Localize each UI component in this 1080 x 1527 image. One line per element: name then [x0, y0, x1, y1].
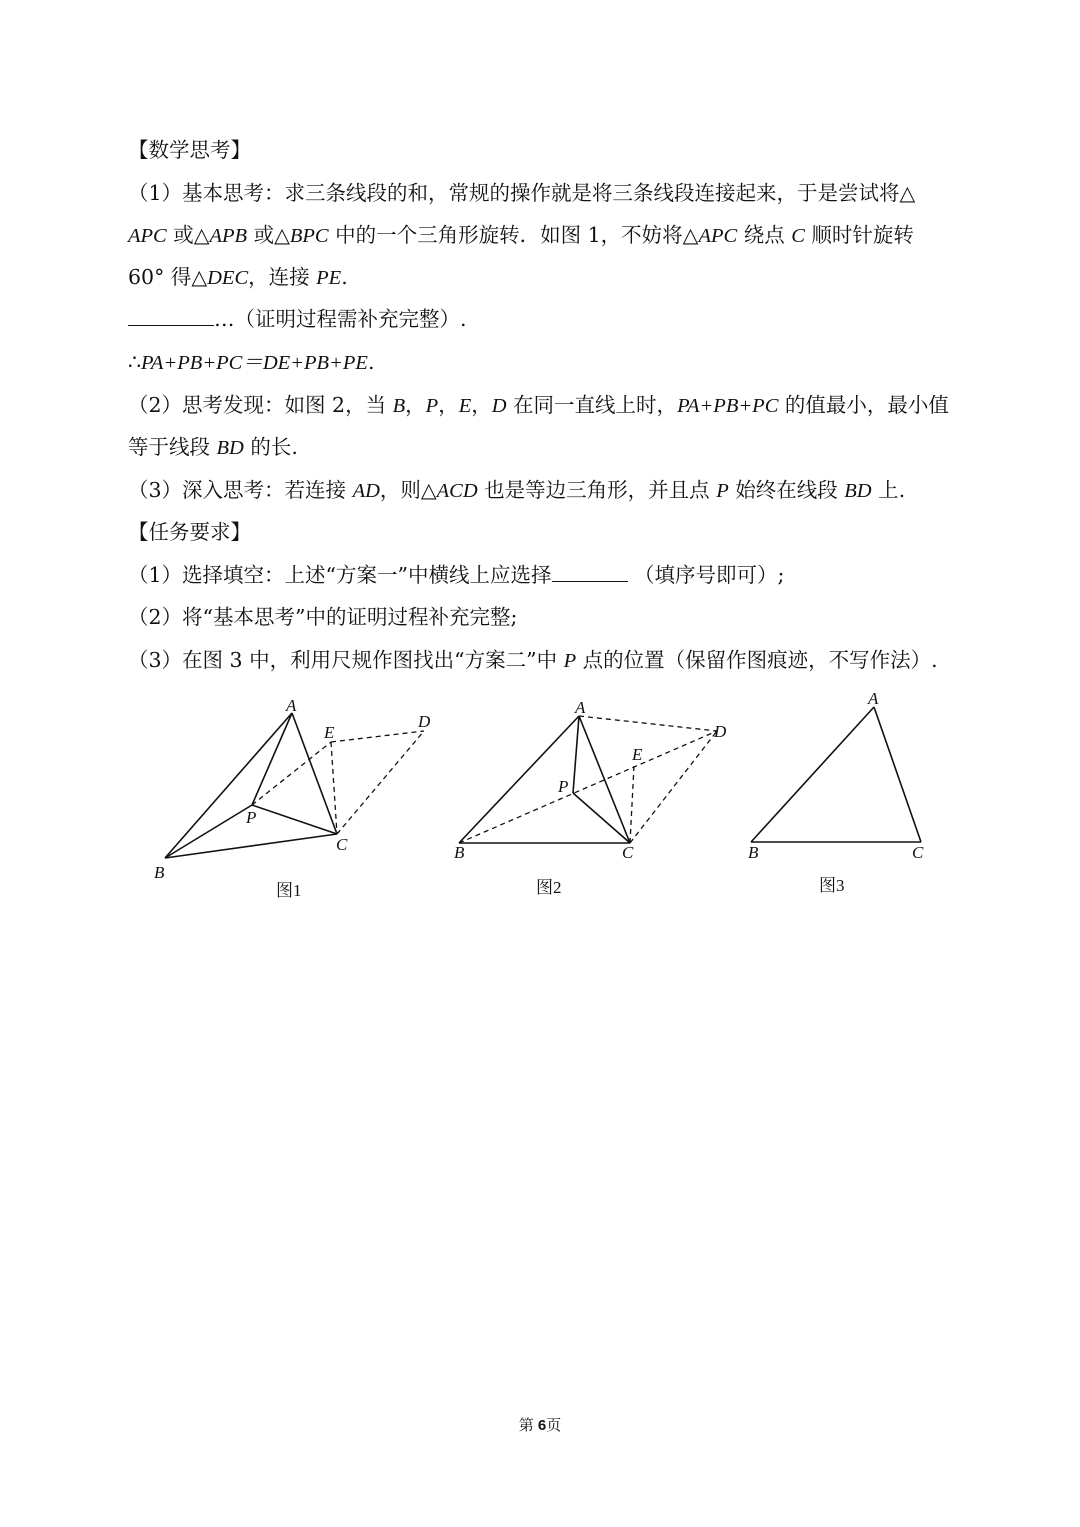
text: ，则△: [379, 478, 437, 502]
point-label-P: P: [246, 808, 257, 827]
figure-1-diagram: [140, 690, 450, 890]
text: 等于线段: [128, 435, 217, 459]
text: 绕点: [737, 223, 792, 247]
segment-BC: [165, 834, 337, 858]
task-item-2: （2）将“基本思考”中的证明过程补充完整;: [128, 605, 518, 629]
text: 的长.: [243, 435, 298, 459]
page-suffix: 页: [546, 1417, 562, 1434]
text: .: [367, 350, 375, 374]
point-label-D: D: [418, 712, 431, 731]
math-text: B: [392, 395, 406, 417]
math-text: BPC: [289, 225, 329, 247]
text: …（证明过程需补充完整）.: [214, 307, 467, 331]
paragraph-conclusion: [128, 347, 374, 378]
figure-3-diagram: [740, 685, 940, 865]
math-text: PA+PB+PC: [677, 395, 779, 417]
math-text: P: [716, 480, 729, 502]
point-label-P: P: [558, 777, 569, 796]
math-text: D: [491, 395, 507, 417]
paragraph-basic-thinking-line1: （1）基本思考：求三条线段的和，常规的操作就是将三条线段连接起来，于是尝试将△: [128, 181, 916, 205]
text: 在同一直线上时，: [506, 393, 678, 417]
point-label-B: B: [154, 863, 165, 882]
point-label-C: C: [336, 835, 348, 854]
point-label-D: D: [714, 722, 727, 741]
math-text: P: [425, 395, 439, 417]
point-label-B: B: [454, 843, 465, 862]
segment-CD: [630, 731, 717, 843]
point-label-A: A: [575, 698, 586, 717]
point-label-E: E: [324, 723, 335, 742]
text: 60° 得△: [128, 265, 208, 289]
segment-BP: [165, 805, 252, 858]
segment-PC: [573, 793, 630, 843]
section-heading-task-requirements: 【任务要求】: [128, 520, 251, 544]
figure-1-caption: 图1: [276, 881, 302, 900]
text: ，: [438, 393, 459, 417]
text: （填序号即可）;: [627, 563, 785, 587]
text: （1）选择填空：上述“方案一”中横线上应选择: [128, 563, 552, 587]
text: 也是等边三角形，并且点: [477, 478, 717, 502]
text: 的值最小，最小值: [778, 393, 949, 417]
point-label-A: A: [286, 696, 297, 715]
segment-ED: [331, 731, 424, 742]
segment-PE: [252, 742, 331, 805]
segment-AP: [252, 713, 292, 805]
text: 或△: [247, 223, 290, 247]
point-label-C: C: [622, 843, 634, 862]
math-text: C: [791, 225, 805, 247]
math-text: APB: [209, 225, 248, 247]
segment-CD: [337, 731, 424, 834]
segment-AB: [751, 707, 874, 842]
task-item-1: [128, 560, 784, 590]
segment-BD: [459, 731, 717, 843]
math-text: E: [458, 395, 472, 417]
text: ，: [471, 393, 492, 417]
math-text: P: [563, 650, 577, 672]
text: 中的一个三角形旋转．如图 1，不妨将△: [328, 223, 699, 247]
text: .: [341, 265, 348, 289]
text: 点的位置（保留作图痕迹，不写作法）.: [576, 648, 938, 672]
segment-AC: [579, 716, 630, 843]
text: 顺时针旋转: [804, 223, 914, 247]
math-text: DEC: [207, 267, 249, 289]
text: ∴: [128, 350, 142, 374]
task-item-3: [128, 645, 938, 676]
figure-2-caption: 图2: [536, 878, 562, 897]
section-heading-math-thinking: 【数学思考】: [128, 138, 251, 162]
segment-CP: [252, 805, 337, 834]
paragraph-discovery-line2: [128, 432, 298, 463]
answer-blank-proof[interactable]: [128, 307, 214, 326]
math-text: PE: [316, 267, 342, 289]
math-text: APC: [698, 225, 738, 247]
math-text: BD: [844, 480, 872, 502]
paragraph-basic-thinking-line2: [128, 220, 914, 251]
math-text: ACD: [436, 480, 478, 502]
paragraph-proof-placeholder: [128, 304, 467, 334]
answer-blank-choice[interactable]: [552, 563, 628, 582]
math-text: PA+PB+PC＝DE+PB+PE: [141, 352, 368, 374]
text: ，: [405, 393, 426, 417]
figure-3-caption: 图3: [819, 876, 845, 895]
paragraph-discovery-line1: [128, 390, 949, 421]
page-num: 6: [537, 1417, 547, 1434]
math-text: AD: [352, 480, 380, 502]
text: （2）思考发现：如图 2，当: [128, 393, 393, 417]
page-number: [0, 1414, 1080, 1435]
text: （3）深入思考：若连接: [128, 478, 353, 502]
point-label-B: B: [748, 843, 759, 862]
text: 上.: [871, 478, 906, 502]
text: ，连接: [248, 265, 317, 289]
segment-EC: [630, 766, 634, 843]
segment-AB: [165, 713, 292, 858]
segment-AP: [573, 716, 579, 793]
text: 始终在线段: [728, 478, 845, 502]
text: （3）在图 3 中，利用尺规作图找出“方案二”中: [128, 648, 564, 672]
point-label-A: A: [868, 689, 879, 708]
math-text: APC: [128, 225, 167, 247]
segment-AC: [874, 707, 921, 842]
text: 或△: [166, 223, 210, 247]
math-text: BD: [216, 437, 244, 459]
paragraph-basic-thinking-line3: [128, 262, 348, 293]
figure-2-diagram: [445, 690, 745, 870]
point-label-C: C: [912, 843, 924, 862]
segment-AD: [579, 716, 717, 731]
paragraph-deep-thinking: [128, 475, 905, 506]
point-label-E: E: [632, 745, 643, 764]
page-prefix: 第: [518, 1417, 538, 1434]
